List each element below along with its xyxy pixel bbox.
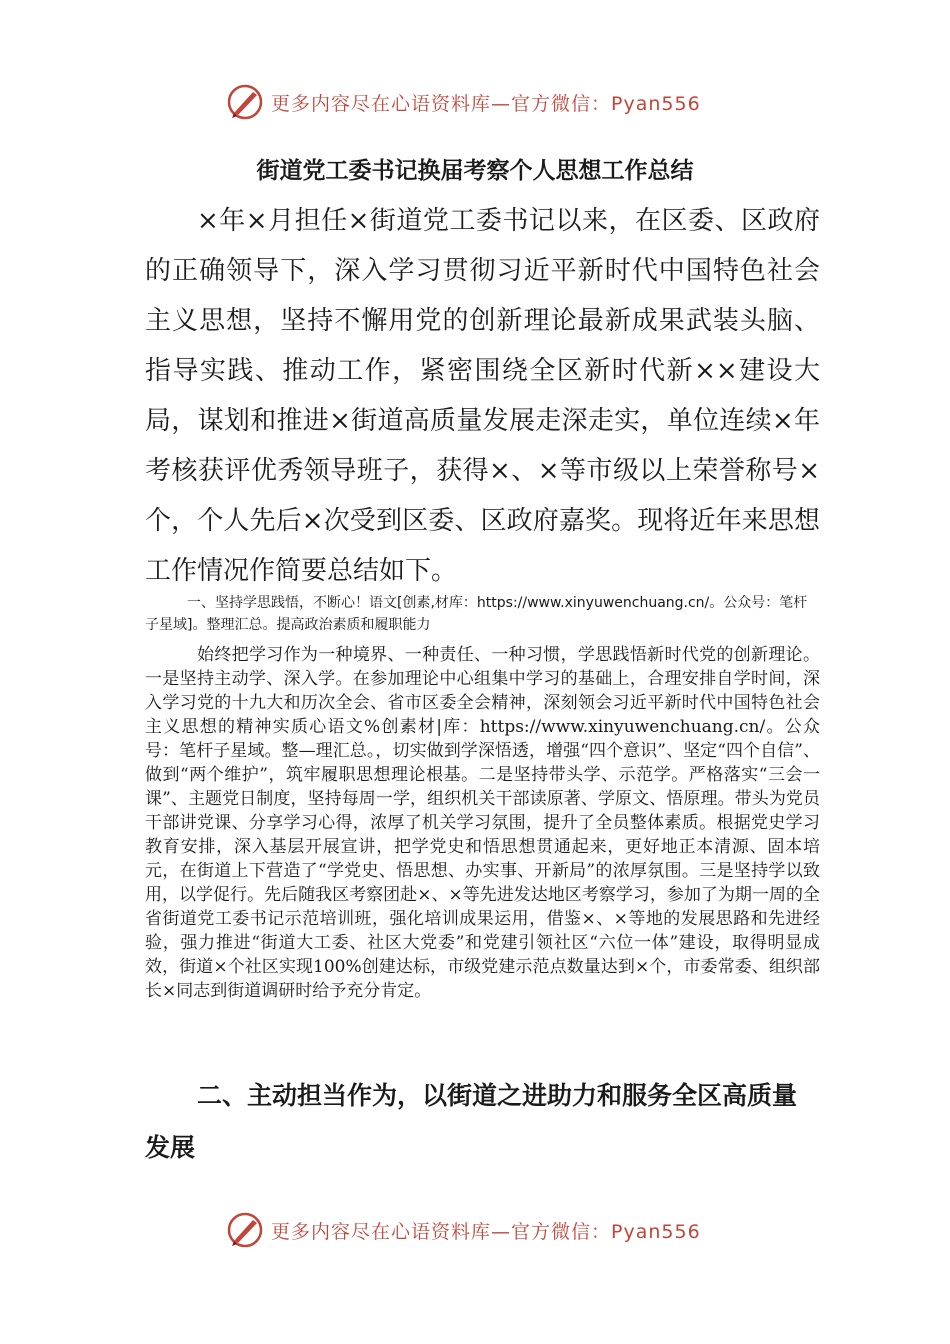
intro-paragraph: ×年×月担任×街道党工委书记以来，在区委、区政府的正确领导下，深入学习贯彻习近平新时代中国特色社会主义思想，坚持不懈用党的创新理论最新成果武装头脑、指导实践、推动工作，紧密围绕全区新时代新××建设大局，谋划和推进×街道高质量发展走深走实，单位连续×年考核获评优秀领导班子，获得×、×等市级以上荣誉称号×个，个人先后×次受到区委、区政府嘉奖。现将近年来思想工作情况作简要总结如下。 bbox=[145, 206, 820, 586]
pen-logo-icon bbox=[225, 1210, 265, 1250]
footer-banner bbox=[225, 1208, 745, 1252]
section-2-heading: 二、主动担当作为，以街道之进助力和服务全区高质量发展 bbox=[145, 1081, 798, 1162]
footer-banner-text: 更多内容尽在心语资料库—官方微信：Pyan556 bbox=[271, 1220, 701, 1243]
section-1-body: 始终把学习作为一种境界、一种责任、一种习惯，学思践悟新时代党的创新理论。一是坚持主动学、深入学。在参加理论中心组集中学习的基础上，合理安排自学时间，深入学习党的十九大和历次全会、省市区委全会精神，深刻领会习近平新时代中国特色社会主义思想的精神实质心语文%创素材|库：https://www.xinyuwenchuang.cn/。公众号：笔杆子星域。整—理汇总。，切实做到学深悟透，增强“四个意识”、坚定“四个自信”、做到“两个维护”，筑牢履职思想理论根基。二是坚持带头学、示范学。严格落实“三会一课”、主题党日制度，坚持每周一学，组织机关干部读原著、学原文、悟原理。带头为党员干部讲党课、分享学习心得，浓厚了机关学习氛围，提升了全员整体素质。根据党史学习教育安排，深入基层开展宣讲，把学党史和悟思想贯通起来，更好地正本清源、固本培元，在街道上下营造了“学党史、悟思想、办实事、开新局”的浓厚氛围。三是坚持学以致用，以学促行。先后随我区考察团赴×、×等先进发达地区考察学习，参加了为期一周的全省街道党工委书记示范培训班，强化培训成果运用，借鉴×、×等地的发展思路和先进经验，强力推进“街道大工委、社区大党委”和党建引领社区“六位一体”建设，取得明显成效，街道×个社区实现100%创建达标，市级党建示范点数量达到×个，市委常委、组织部长×同志到街道调研时给予充分肯定。 bbox=[145, 645, 820, 1001]
section-1-heading: 一、坚持学思践悟，不断心！语文[创素,材库：https://www.xinyuwenchuang.cn/。公众号：笔杆子星域]。整理汇总。提高政治素质和履职能力 bbox=[145, 595, 808, 633]
document-title: 街道党工委书记换届考察个人思想工作总结 bbox=[256, 158, 694, 184]
header-banner bbox=[225, 80, 745, 124]
pen-logo-icon bbox=[225, 82, 265, 122]
header-banner-text: 更多内容尽在心语资料库—官方微信：Pyan556 bbox=[271, 92, 701, 115]
